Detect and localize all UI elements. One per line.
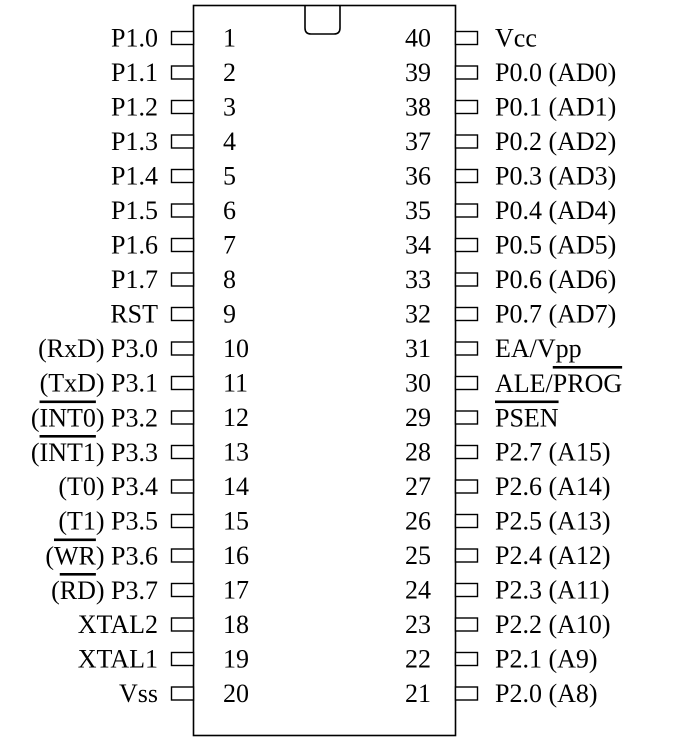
- pin-label-11: (TxD) P3.1: [39, 368, 158, 398]
- pin-number-1: 1: [223, 23, 236, 53]
- pin-label-2: P1.1: [111, 58, 158, 87]
- pin-number-17: 17: [223, 575, 249, 605]
- pin-lead-34: [456, 239, 478, 252]
- pin-label-31: EA/Vpp: [495, 334, 582, 363]
- pin-label-30: ALE/PROG: [495, 368, 623, 398]
- pin-label-10: (RxD) P3.0: [38, 334, 158, 363]
- pin-lead-1: [172, 32, 194, 45]
- pin-label-17: (RD) P3.7: [51, 575, 158, 605]
- pin-number-24: 24: [405, 575, 431, 605]
- pin-label-1: P1.0: [111, 23, 158, 53]
- pin-number-4: 4: [223, 127, 236, 156]
- pin-number-8: 8: [223, 265, 236, 294]
- pin-label-23: P2.2 (A10): [495, 610, 611, 639]
- pin-label-14: (T0) P3.4: [58, 472, 158, 501]
- pin-number-25: 25: [405, 541, 431, 570]
- pin-number-20: 20: [223, 679, 249, 708]
- pin-label-21: P2.0 (A8): [495, 679, 598, 708]
- pin-label-29: PSEN: [495, 403, 559, 432]
- pin-lead-17: [172, 584, 194, 597]
- pin-number-22: 22: [405, 644, 431, 674]
- pin-number-40: 40: [405, 23, 431, 53]
- pin-lead-11: [172, 377, 194, 390]
- pin-lead-22: [456, 653, 478, 666]
- pin-lead-29: [456, 411, 478, 424]
- pin-lead-10: [172, 342, 194, 355]
- pin-lead-21: [456, 687, 478, 700]
- pin-label-25: P2.4 (A12): [495, 541, 611, 570]
- pin-lead-14: [172, 480, 194, 493]
- pin-lead-6: [172, 204, 194, 217]
- pin-lead-27: [456, 480, 478, 493]
- pin-label-33: P0.6 (AD6): [495, 265, 617, 294]
- pin-number-14: 14: [223, 472, 249, 501]
- pin-lead-30: [456, 377, 478, 390]
- pin-number-23: 23: [405, 610, 431, 639]
- pin-lead-7: [172, 239, 194, 252]
- pin-label-36: P0.3 (AD3): [495, 161, 617, 191]
- pin-number-38: 38: [405, 92, 431, 122]
- pins-group: [31, 24, 622, 709]
- pin-lead-36: [456, 170, 478, 183]
- pin-number-12: 12: [223, 403, 249, 432]
- pin-lead-2: [172, 66, 194, 79]
- pin-number-32: 32: [405, 299, 431, 329]
- pin-lead-35: [456, 204, 478, 217]
- pin-label-3: P1.2: [111, 92, 158, 122]
- pin-number-28: 28: [405, 437, 431, 467]
- pin-lead-15: [172, 515, 194, 528]
- pin-label-7: P1.6: [111, 230, 158, 260]
- pin-label-39: P0.0 (AD0): [495, 58, 617, 87]
- pin-number-21: 21: [405, 679, 431, 708]
- pin-lead-20: [172, 687, 194, 700]
- pin-lead-37: [456, 135, 478, 148]
- pin-lead-3: [172, 101, 194, 114]
- pin-label-37: P0.2 (AD2): [495, 127, 617, 156]
- pin1-notch: [305, 6, 340, 35]
- pin-label-35: P0.4 (AD4): [495, 196, 617, 225]
- pin-label-26: P2.5 (A13): [495, 506, 611, 536]
- pin-lead-16: [172, 549, 194, 562]
- pin-label-40: Vcc: [495, 23, 537, 53]
- pin-lead-25: [456, 549, 478, 562]
- pin-lead-23: [456, 618, 478, 631]
- pin-label-9: RST: [110, 299, 158, 329]
- pin-label-32: P0.7 (AD7): [495, 299, 617, 329]
- pin-number-3: 3: [223, 92, 236, 122]
- pin-number-6: 6: [223, 196, 236, 225]
- pin-label-8: P1.7: [111, 265, 158, 294]
- pin-label-13: (INT1) P3.3: [30, 437, 158, 467]
- pin-label-34: P0.5 (AD5): [495, 230, 617, 260]
- pin-number-33: 33: [405, 265, 431, 294]
- pin-number-31: 31: [405, 334, 431, 363]
- pin-label-6: P1.5: [111, 196, 158, 225]
- pin-number-11: 11: [223, 368, 249, 398]
- pin-number-37: 37: [405, 127, 431, 156]
- pin-number-36: 36: [405, 161, 431, 191]
- pin-lead-31: [456, 342, 478, 355]
- pin-number-2: 2: [223, 58, 236, 87]
- pin-number-7: 7: [223, 230, 236, 260]
- pin-label-22: P2.1 (A9): [495, 644, 598, 674]
- pin-number-18: 18: [223, 610, 249, 639]
- pin-label-12: (INT0) P3.2: [30, 403, 158, 432]
- pin-lead-40: [456, 32, 478, 45]
- pin-number-15: 15: [223, 506, 249, 536]
- pin-number-30: 30: [405, 368, 431, 398]
- pin-number-27: 27: [405, 472, 431, 501]
- pin-label-4: P1.3: [111, 127, 158, 156]
- pin-lead-13: [172, 446, 194, 459]
- pin-number-39: 39: [405, 58, 431, 87]
- pin-label-15: (T1) P3.5: [58, 506, 158, 536]
- pin-lead-38: [456, 101, 478, 114]
- pin-number-26: 26: [405, 506, 431, 536]
- pin-label-16: (WR) P3.6: [45, 541, 158, 570]
- pin-number-9: 9: [223, 299, 236, 329]
- pin-label-38: P0.1 (AD1): [495, 92, 617, 122]
- pin-label-28: P2.7 (A15): [495, 437, 611, 467]
- pin-lead-9: [172, 308, 194, 321]
- pin-label-20: Vss: [118, 679, 158, 708]
- pin-lead-26: [456, 515, 478, 528]
- pin-lead-28: [456, 446, 478, 459]
- pin-lead-18: [172, 618, 194, 631]
- pin-lead-5: [172, 170, 194, 183]
- pin-lead-12: [172, 411, 194, 424]
- pin-lead-24: [456, 584, 478, 597]
- pin-number-19: 19: [223, 644, 249, 674]
- pin-label-5: P1.4: [111, 161, 158, 191]
- pin-label-24: P2.3 (A11): [495, 575, 610, 605]
- pin-lead-33: [456, 273, 478, 286]
- pin-lead-39: [456, 66, 478, 79]
- pin-label-19: XTAL1: [77, 644, 158, 674]
- pin-label-27: P2.6 (A14): [495, 472, 611, 501]
- pin-number-10: 10: [223, 334, 249, 363]
- pin-label-18: XTAL2: [77, 610, 158, 639]
- pin-number-29: 29: [405, 403, 431, 432]
- pin-number-16: 16: [223, 541, 249, 570]
- pin-number-5: 5: [223, 161, 236, 191]
- pin-lead-19: [172, 653, 194, 666]
- pin-lead-8: [172, 273, 194, 286]
- pin-lead-32: [456, 308, 478, 321]
- pin-lead-4: [172, 135, 194, 148]
- pin-number-34: 34: [405, 230, 431, 260]
- pin-number-35: 35: [405, 196, 431, 225]
- pin-number-13: 13: [223, 437, 249, 467]
